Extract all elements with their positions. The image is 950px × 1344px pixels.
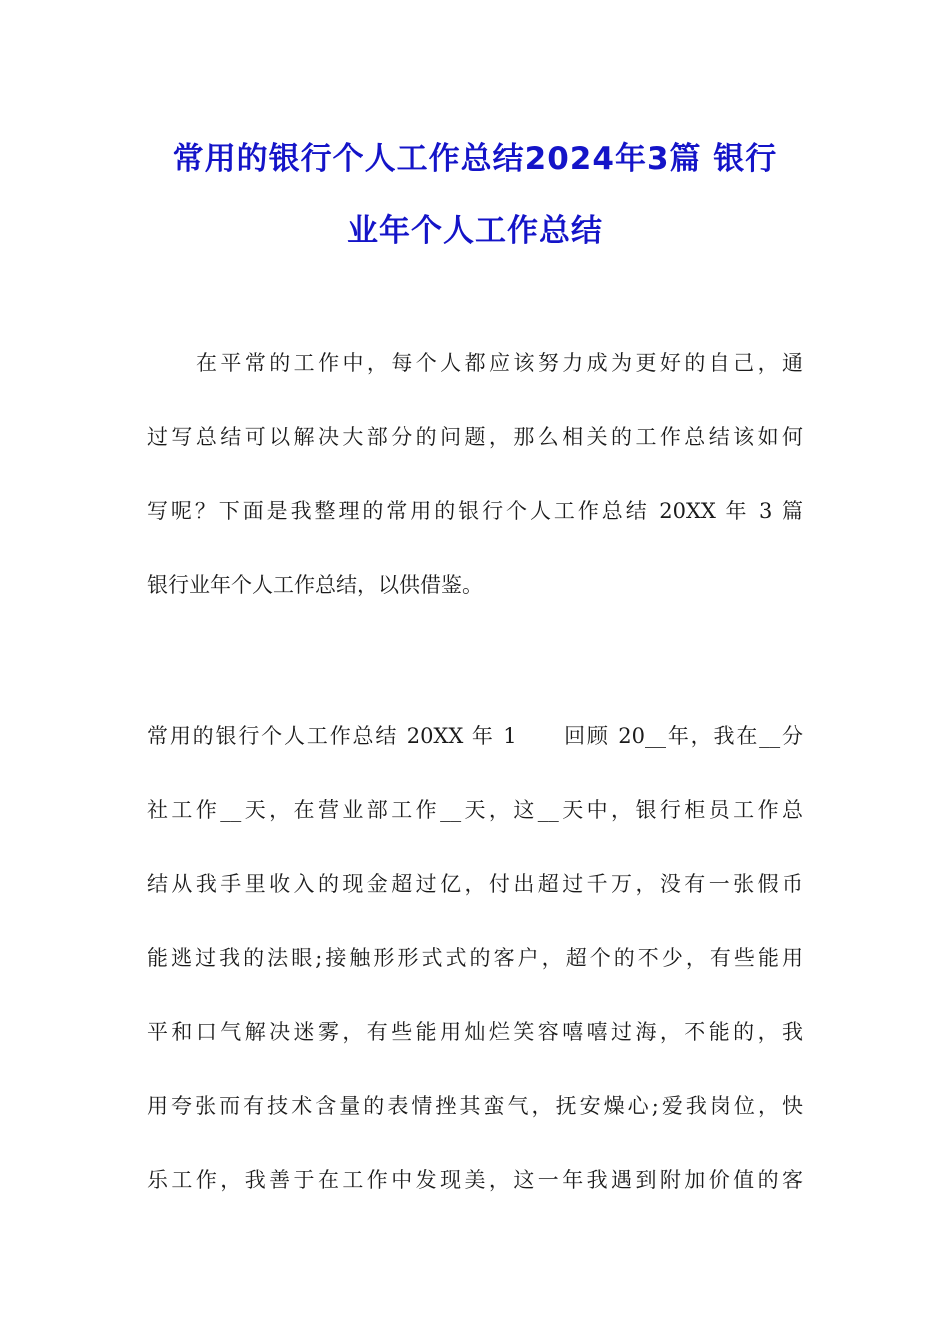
intro-line: 写呢？下面是我整理的常用的银行个人工作总结 20XX 年 3 篇 <box>147 499 803 523</box>
document-title-line-1: 常用的银行个人工作总结2024年3篇 银行 <box>172 141 778 177</box>
intro-line: 在平常的工作中，每个人都应该努力成为更好的自己，通 <box>196 351 803 375</box>
section-line: 用夸张而有技术含量的表情挫其蛮气，抚安燥心;爱我岗位，快 <box>147 1094 803 1118</box>
section-line: 结从我手里收入的现金超过亿，付出超过千万，没有一张假币 <box>147 872 803 896</box>
document-title-line-2: 业年个人工作总结 <box>347 213 603 249</box>
section-line: 常用的银行个人工作总结 20XX 年 1 回顾 20__年，我在__分 <box>147 724 803 748</box>
intro-line: 银行业年个人工作总结，以供借鉴。 <box>147 573 483 597</box>
intro-line: 过写总结可以解决大部分的问题，那么相关的工作总结该如何 <box>147 425 803 449</box>
section-line: 乐工作，我善于在工作中发现美，这一年我遇到附加价值的客 <box>147 1168 803 1192</box>
section-line: 平和口气解决迷雾，有些能用灿烂笑容嘻嘻过海，不能的，我 <box>147 1020 803 1044</box>
section-line: 社工作__天，在营业部工作__天，这__天中，银行柜员工作总 <box>147 798 803 822</box>
section-line: 能逃过我的法眼;接触形形式式的客户，超个的不少，有些能用 <box>147 946 803 970</box>
